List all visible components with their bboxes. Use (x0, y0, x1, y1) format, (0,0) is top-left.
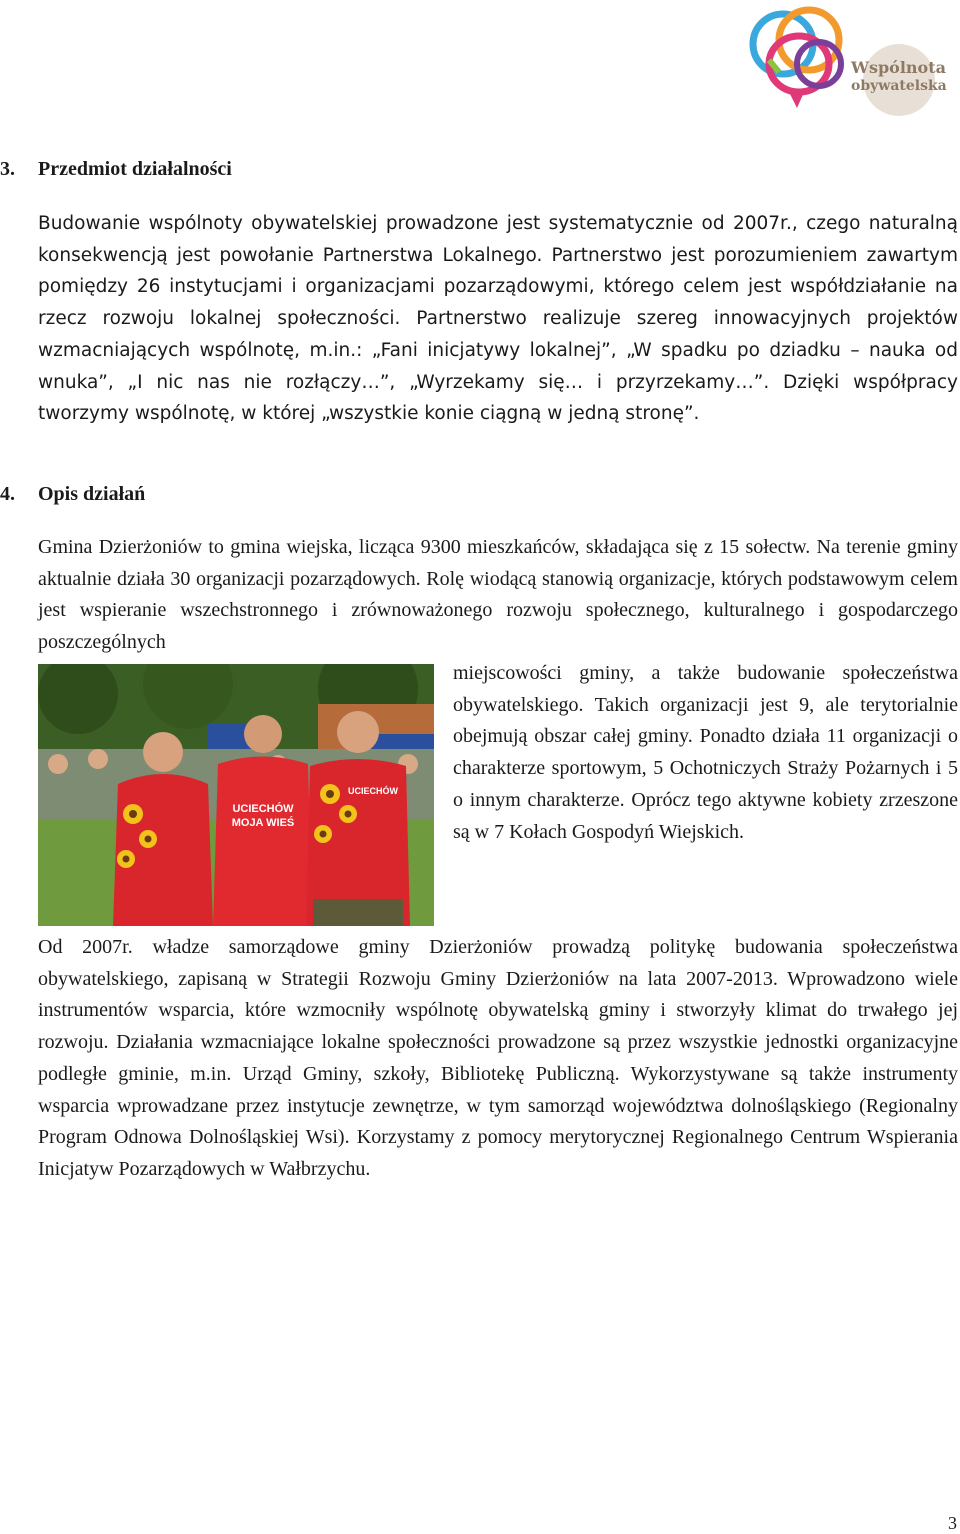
section-4-paragraph-bottom: Od 2007r. władze samorządowe gminy Dzierżoniów prowadzą politykę budowania społeczeństwa obywatelskiego, zapisaną w Strategii Rozwoju Gminy Dzierżoniów na lata 2007-2013. Wprowadzono wiele instrumentów wsparcia, które wzmocniły wspólnotę obywatelską gminy i stworzyły klimat do trwałego jej rozwoju. Działania wzmacniające lokalne społeczności prowadzone są przez wszystkie jednostki organizacyjne podległe gminie, m.in. Urząd Gminy, szkoły, Bibliotekę Publiczną. Wykorzystywane są także instrumenty wsparcia wprowadzane przez instytucje zewnętrze, w tym samorząd województwa dolnośląskiego (Regionalny Program Odnowa Dolnośląskiej Wsi). Korzystamy z pomocy merytorycznej Regionalnego Centrum Wspierania Inicjatyw Pozarządowych w Wałbrzychu. (38, 936, 958, 1180)
shirt-text-line1: UCIECHÓW (232, 803, 294, 815)
wspolnota-obywatelska-logo (739, 2, 954, 122)
section-number: 4. (0, 483, 15, 505)
section-title: Opis działań (38, 483, 146, 505)
logo-text-line2: obywatelska (851, 78, 947, 94)
section-4-paragraph-side: miejscowości gminy, a także budowanie społeczeństwa obywatelskiego. Takich organizacji jest 9, ale terytorialnie obejmują obszar całej gminy. Ponadto działa 11 organizacji o charakterze sportowym, 5 Ochotniczych Straży Pożarnych i 5 o innym charakterze. Oprócz tego aktywne kobiety zrzeszone są w 7 Kołach Gospodyń Wiejskich. (453, 662, 958, 843)
section-3-paragraph: Budowanie wspólnoty obywatelskiej prowadzone jest systematycznie od 2007r., czego naturalną konsekwencją jest powołanie Partnerstwa Lokalnego. Partnerstwo jest porozumieniem zawartym pomiędzy 26 instytucjami i organizacjami pozarządowymi, którego celem jest współdziałanie na rzecz rozwoju lokalnej społeczności. Partnerstwo realizuje szereg innowacyjnych projektów wzmacniających wspólnotę, m.in.: „Fani inicjatywy lokalnej”, „W spadku po dziadku – nauka od wnuka”, „I nic nas nie rozłączy…”, „Wyrzekamy się… i przyrzekamy…”. Dzięki współpracy tworzymy wspólnotę, w której „wszystkie konie ciągną w jedną stronę”. (38, 213, 958, 425)
section-4-paragraph-top: Gmina Dzierżoniów to gmina wiejska, licząca 9300 mieszkańców, składająca się z 15 sołectw. Na terenie gminy aktualnie działa 30 organizacji pozarządowych. Rolę wiodącą stanowią organizacje, których podstawowym celem jest wspieranie wszechstronnego i zrównoważonego rozwoju społecznego, kulturalnego i gospodarczego poszczególnych (38, 536, 958, 654)
section-number: 3. (0, 158, 15, 180)
logo-text-line1: Wspólnota (851, 58, 946, 77)
shirt-text-right: UCIECHÓW (348, 786, 398, 796)
village-festival-photo (38, 664, 434, 926)
shirt-text-line2: MOJA WIEŚ (231, 817, 295, 829)
section-title: Przedmiot działalności (38, 158, 232, 180)
page-number: 3 (948, 1513, 957, 1533)
